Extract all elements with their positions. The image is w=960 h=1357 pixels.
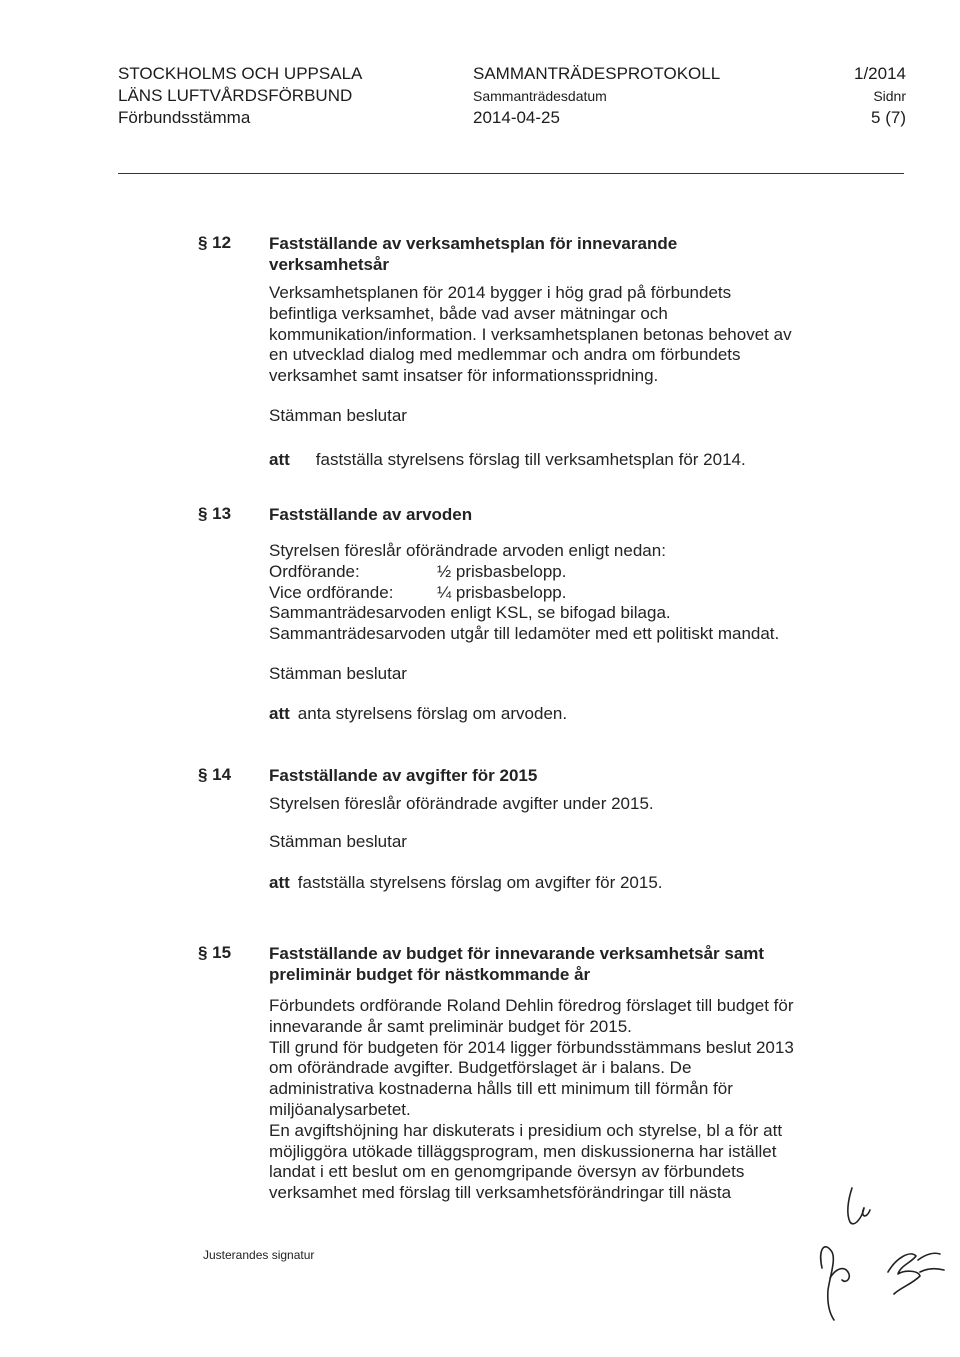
body-line: om oförändrade avgifter. Budgetförslaget är i balans. De	[269, 1058, 692, 1078]
body-line: Till grund för budgeten för 2014 ligger förbundsstämmans beslut 2013	[269, 1037, 794, 1057]
decision-row	[269, 873, 869, 894]
body-line: Sammanträdesarvoden utgår till ledamöter med ett politiskt mandat.	[269, 624, 780, 644]
body-line: Styrelsen föreslår oförändrade avgifter under 2015.	[269, 794, 654, 813]
section-12	[269, 233, 869, 471]
org-name-line1: STOCKHOLMS OCH UPPSALA	[118, 64, 363, 83]
fee-label: Ordförande:	[269, 561, 360, 581]
page-label: Sidnr	[873, 88, 906, 104]
body-line: verksamhet samt insatser för informationsspridning.	[269, 366, 659, 386]
section-title: Fastställande av budget för innevarande verksamhetsår samt	[269, 944, 765, 963]
body-line: Verksamhetsplanen för 2014 bygger i hög grad på förbundets	[269, 283, 732, 302]
body-line: Sammanträdesarvoden enligt KSL, se bifogad bilaga.	[269, 603, 671, 623]
section-13	[269, 504, 869, 725]
body-line: befintliga verksamhet, både vad avser mätningar och	[269, 303, 668, 323]
section-title: Fastställande av avgifter för 2015	[269, 766, 538, 785]
document-meta-block	[473, 63, 720, 129]
decision-text: fastställa styrelsens förslag till verksamhetsplan för 2014.	[315, 449, 746, 469]
fee-value: ¼ prisbasbelopp.	[437, 582, 567, 602]
decision-text: anta styrelsens förslag om arvoden.	[297, 703, 568, 723]
organization-block	[118, 63, 362, 129]
fee-table	[269, 562, 869, 604]
date-label: Sammanträdesdatum	[473, 88, 607, 104]
section-number: § 14	[198, 765, 232, 784]
section-title: Fastställande av arvoden	[269, 505, 473, 524]
document-type: SAMMANTRÄDESPROTOKOLL	[473, 64, 721, 83]
body-line: En avgiftshöjning har diskuterats i presidium och styrelse, bl a för att	[269, 1120, 783, 1140]
handwritten-initials-signature	[800, 1180, 950, 1330]
body-line: Styrelsen föreslår oförändrade arvoden enligt nedan:	[269, 541, 666, 560]
org-name-line2: LÄNS LUFTVÅRDSFÖRBUND	[118, 86, 353, 105]
att-keyword: att	[269, 449, 290, 469]
fee-label: Vice ordförande:	[269, 582, 394, 602]
body-line: möjliggöra utökade tilläggsprogram, men diskussionerna har istället	[269, 1141, 777, 1161]
body-line: verksamhet med förslag till verksamhetsförändringar till nästa	[269, 1183, 732, 1203]
section-number: § 15	[198, 943, 232, 962]
decision-heading: Stämman beslutar	[269, 831, 407, 851]
page-meta-block	[854, 63, 906, 129]
body-line: miljöanalysarbetet.	[269, 1099, 411, 1119]
body-line: kommunikation/information. I verksamhetsplanen betonas behovet av	[269, 324, 792, 344]
decision-text: fastställa styrelsens förslag om avgifter för 2015.	[297, 872, 663, 892]
decision-heading: Stämman beslutar	[269, 663, 407, 683]
section-number: § 13	[198, 504, 232, 523]
document-number: 1/2014	[854, 64, 906, 83]
page-number: 5 (7)	[871, 108, 906, 127]
meeting-date: 2014-04-25	[473, 108, 560, 127]
decision-heading: Stämman beslutar	[269, 405, 407, 425]
body-line: innevarande år samt preliminär budget för 2015.	[269, 1016, 632, 1036]
header-divider	[118, 173, 904, 174]
decision-row	[269, 450, 869, 471]
org-body: Förbundsstämma	[118, 108, 251, 127]
att-keyword: att	[269, 703, 290, 723]
section-title-cont: preliminär budget för nästkommande år	[269, 965, 591, 984]
signature-label: Justerandes signatur	[203, 1248, 315, 1262]
section-title-cont: verksamhetsår	[269, 255, 390, 274]
section-number: § 12	[198, 233, 232, 252]
att-keyword: att	[269, 872, 290, 892]
section-15	[269, 943, 869, 1204]
body-line: landat i ett beslut om en genomgripande översyn av förbundets	[269, 1162, 745, 1182]
decision-row	[269, 704, 869, 725]
body-line: administrativa kostnaderna hålls till ett minimum till förmån för	[269, 1079, 733, 1099]
fee-value: ½ prisbasbelopp.	[437, 561, 567, 581]
section-14	[269, 765, 869, 893]
body-line: en utvecklad dialog med medlemmar och andra om förbundets	[269, 345, 741, 365]
body-line: Förbundets ordförande Roland Dehlin föredrog förslaget till budget för	[269, 996, 794, 1015]
section-title: Fastställande av verksamhetsplan för innevarande	[269, 234, 678, 253]
